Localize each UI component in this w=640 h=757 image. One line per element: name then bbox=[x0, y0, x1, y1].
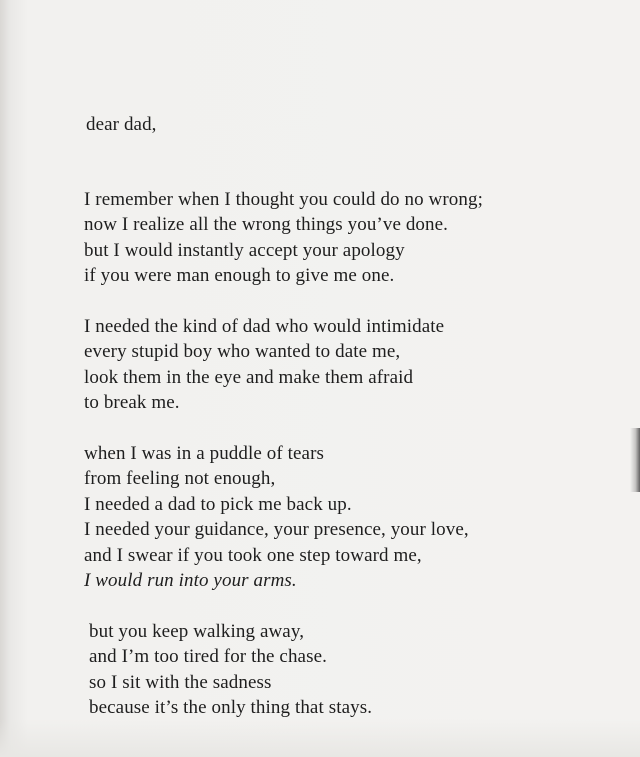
poem-line: when I was in a puddle of tears bbox=[84, 442, 324, 464]
stanza-3 bbox=[84, 441, 604, 594]
poem-line: from feeling not enough, bbox=[84, 468, 276, 489]
poem-line: I remember when I thought you could do no wrong; bbox=[84, 188, 483, 210]
poem-line: if you were man enough to give me one. bbox=[84, 265, 395, 286]
poem-line: I needed a dad to pick me back up. bbox=[84, 493, 352, 515]
poem-line: so I sit with the sadness bbox=[89, 671, 272, 693]
poem-greeting: dear dad, bbox=[86, 114, 157, 135]
poem-line: now I realize all the wrong things you’ve done. bbox=[84, 214, 449, 235]
poem-line-italic: I would run into your arms. bbox=[84, 570, 297, 591]
poem-line: I needed the kind of dad who would intimidate bbox=[84, 315, 445, 337]
poem-line: and I swear if you took one step toward me, bbox=[84, 544, 422, 566]
poem-line: but I would instantly accept your apology bbox=[84, 239, 405, 261]
page-edge-shadow bbox=[630, 428, 640, 492]
stanza-4 bbox=[84, 619, 604, 721]
poem-line: because it’s the only thing that stays. bbox=[89, 697, 373, 718]
poem-line: I needed your guidance, your presence, your love, bbox=[84, 519, 469, 540]
poem-line: every stupid boy who wanted to date me, bbox=[84, 341, 401, 362]
poem-line: but you keep walking away, bbox=[89, 620, 305, 642]
poem bbox=[84, 112, 604, 721]
stanza-2 bbox=[84, 314, 604, 416]
poem-line: to break me. bbox=[84, 392, 180, 413]
stanza-1 bbox=[84, 187, 604, 289]
poem-line: look them in the eye and make them afraid bbox=[84, 366, 414, 388]
poem-line: and I’m too tired for the chase. bbox=[89, 646, 327, 667]
